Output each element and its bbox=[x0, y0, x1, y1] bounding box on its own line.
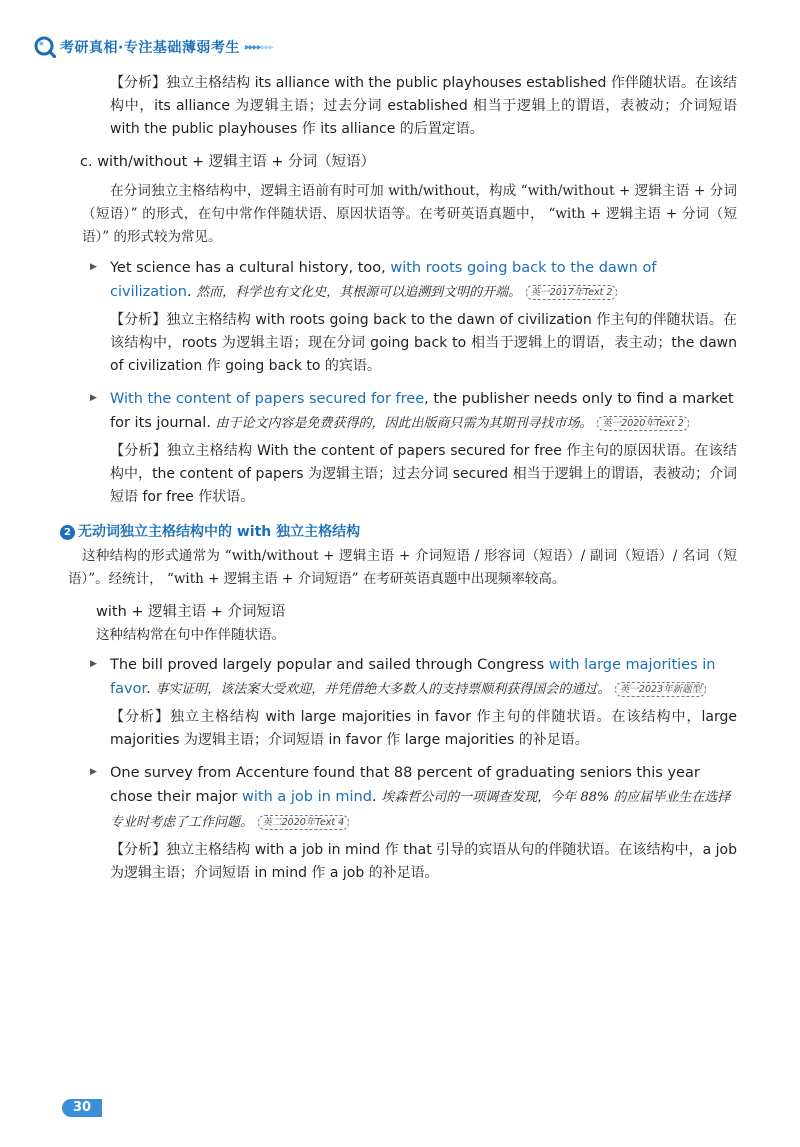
page-number: 30 bbox=[62, 1099, 102, 1117]
example-item bbox=[82, 387, 737, 436]
source-tag: 英一2020年Text 2 bbox=[597, 416, 689, 431]
example-analysis: 【分析】独立主格结构 with large majorities in favor 作主句的伴随状语。在该结构中，large majorities 为逻辑主语；介词短语 in favor 作 large majorities 的补足语。 bbox=[110, 709, 737, 748]
sub-intro: 这种结构常在句中作伴随状语。 bbox=[96, 627, 285, 643]
example-item bbox=[82, 761, 737, 835]
header-title: 考研真相·专注基础薄弱考生 bbox=[60, 40, 240, 56]
example-item bbox=[82, 256, 737, 305]
magnifier-logo-icon bbox=[34, 36, 56, 58]
example-analysis: 【分析】独立主格结构 with a job in mind 作 that 引导的宾语从句的伴随状语。在该结构中，a job 为逻辑主语；介词短语 in mind 作 a job 的补足语。 bbox=[110, 842, 737, 881]
header-arrows-icon: ▸▸▸▸▸▸▸ bbox=[244, 41, 273, 53]
triangle-bullet-icon: ▶ bbox=[90, 262, 97, 272]
example-analysis: 【分析】独立主格结构 With the content of papers secured for free 作主句的原因状语。在该结构中，the content of papers 为逻辑主语；过去分词 secured 相当于逻辑上的谓语，表被动；介词短语 for free 作状语。 bbox=[110, 443, 737, 505]
triangle-bullet-icon: ▶ bbox=[90, 767, 97, 777]
triangle-bullet-icon: ▶ bbox=[90, 659, 97, 669]
section-intro: 这种结构的形式通常为 “with/without + 逻辑主语 + 介词短语 / 形容词（短语）/ 副词（短语）/ 名词（短语）”。经统计， “with + 逻辑主语 + 介词短语” 在考研英语真题中出现频率较高。 bbox=[68, 548, 737, 587]
triangle-bullet-icon: ▶ bbox=[90, 393, 97, 403]
example-sentence: With the content of papers secured for free, the publisher needs only to find a market for its journal. 由于论文内容是免费获得的，因此出版商只需为其期刊寻找市场。 英一2020年Text 2 bbox=[110, 391, 734, 431]
example-analysis: 【分析】独立主格结构 with roots going back to the dawn of civilization 作主句的伴随状语。在该结构中，roots 为逻辑主语；现在分词 going back to 相当于逻辑上的谓语，表主动；the dawn of civilization 作 going back to 的宾语。 bbox=[110, 312, 737, 374]
source-tag: 英一2023年新题型 bbox=[615, 682, 706, 697]
source-tag: 英一2017年Text 2 bbox=[526, 285, 618, 300]
example-sentence: The bill proved largely popular and sailed through Congress with large majorities in favor. 事实证明，该法案大受欢迎，并凭借绝大多数人的支持票顺利获得国会的通过。 英一2023年新题型 bbox=[110, 657, 716, 697]
example-item bbox=[82, 653, 737, 702]
subheading: with + 逻辑主语 + 介词短语 bbox=[96, 604, 286, 620]
number-circle-icon: 2 bbox=[60, 525, 75, 540]
analysis-paragraph: 【分析】独立主格结构 its alliance with the public playhouses established 作伴随状语。在该结构中，its alliance 为逻辑主语；过去分词 established 相当于逻辑上的谓语，表被动；介词短语 with the public playhouses 作 its alliance 的后置定语。 bbox=[110, 75, 737, 137]
subsection-heading-c: c. with/without + 逻辑主语 + 分词（短语） bbox=[80, 154, 376, 170]
section-heading-2: 2 无动词独立主格结构中的 with 独立主格结构 bbox=[60, 521, 737, 543]
subsection-intro: 在分词独立主格结构中，逻辑主语前有时可加 with/without，构成 “with/without + 逻辑主语 + 分词（短语）” 的形式，在句中常作伴随状语、原因状语等。在考研英语真题中， “with + 逻辑主语 + 分词（短语）” 的形式较为常见。 bbox=[82, 183, 737, 245]
example-sentence: Yet science has a cultural history, too, with roots going back to the dawn of civilization. 然而，科学也有文化史，其根源可以追溯到文明的开端。 英一2017年Text 2 bbox=[110, 260, 657, 300]
example-sentence: One survey from Accenture found that 88 percent of graduating seniors this year chose their major with a job in mind. 埃森哲公司的一项调查发现，今年 88% 的应届毕业生在选择专业时考虑了工作问题。 英二2020年Text 4 bbox=[110, 765, 731, 830]
main-content bbox=[64, 70, 737, 885]
source-tag: 英二2020年Text 4 bbox=[258, 815, 350, 830]
running-header bbox=[34, 36, 273, 58]
